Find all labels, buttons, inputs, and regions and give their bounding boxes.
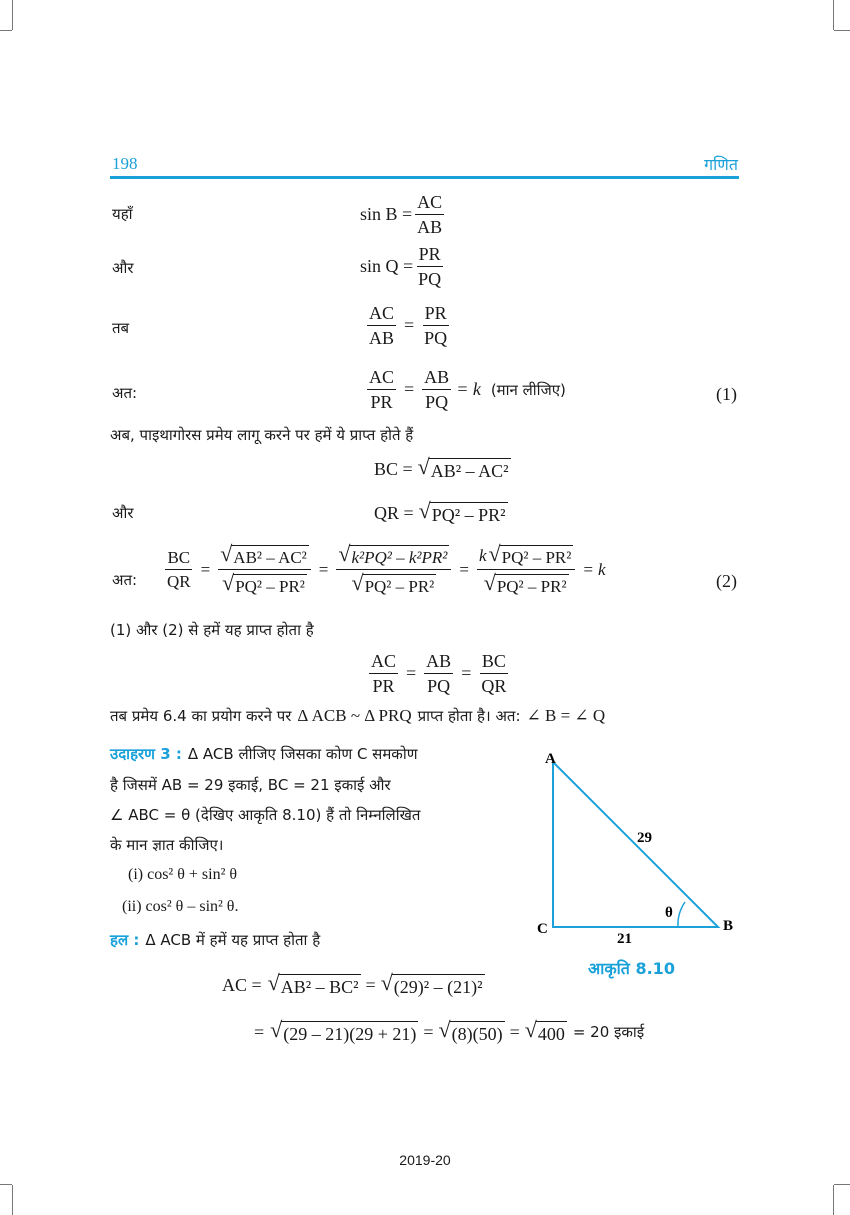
crop-mark: [0, 30, 12, 31]
frac: [218, 543, 311, 596]
radical: √: [488, 541, 501, 566]
num: [218, 543, 311, 570]
den: PQ: [425, 391, 449, 412]
sin-q: sin Q =: [360, 256, 414, 277]
base-label: 21: [617, 931, 632, 947]
num: BC: [480, 651, 508, 674]
solution-text: Δ ACB में हमें यह प्राप्त होता है: [145, 931, 321, 949]
sin-b: sin B =: [360, 204, 413, 225]
example-item-2: (ii) cos² θ – sin² θ.: [122, 898, 239, 915]
conclusion-c: प्राप्त होता है। अत:: [417, 707, 521, 725]
conclusion-a: तब प्रमेय 6.4 का प्रयोग करने पर: [110, 707, 292, 725]
frac: [479, 651, 508, 696]
k: k: [478, 545, 487, 565]
num: BC: [165, 548, 192, 570]
example-text-3: ∠ ABC = θ (देखिए आकृति 8.10) हैं तो निम्नलिखित: [110, 806, 421, 824]
crop-mark: [833, 1185, 834, 1215]
equals: =: [404, 379, 415, 400]
crop-mark: [833, 0, 834, 30]
radicand: AB² – AC²: [429, 458, 511, 482]
sqrt: [418, 456, 511, 482]
crop-mark: [12, 0, 13, 30]
example-text-2: है जिसमें AB = 29 इकाई, BC = 21 इकाई और: [110, 776, 391, 794]
den: [220, 570, 309, 597]
num: [477, 543, 575, 570]
hypotenuse-label: 29: [637, 830, 652, 846]
radicand: AB² – AC²: [231, 545, 309, 568]
radical: √: [483, 569, 496, 595]
radical: √: [220, 541, 233, 566]
page-number: 198: [112, 154, 138, 173]
eq-ratio-k: [364, 367, 566, 412]
radical: √: [524, 1017, 537, 1042]
sqrt: [419, 500, 508, 526]
radical: √: [417, 454, 430, 479]
conclusion-line: [110, 706, 605, 726]
vertex-b-label: B: [723, 918, 734, 934]
den: PR: [372, 675, 395, 696]
radicand: PQ² – PR²: [363, 574, 437, 597]
frac: [367, 303, 396, 348]
den: [349, 570, 438, 597]
crop-mark: [834, 30, 850, 31]
num: AC: [415, 192, 444, 215]
num: AC: [367, 367, 396, 390]
angle-theta-label: θ: [665, 905, 673, 921]
crop-mark: [0, 1184, 12, 1185]
figure-caption: आकृति 8.10: [588, 959, 675, 978]
equals-k: = k: [456, 379, 481, 400]
den: PQ: [427, 675, 451, 696]
num: PR: [423, 303, 449, 326]
solution-label: हल :: [110, 931, 140, 949]
vertex-c-label: C: [537, 921, 548, 937]
frac: [424, 651, 453, 696]
radical: √: [418, 498, 431, 523]
example-item-1: (i) cos² θ + sin² θ: [128, 866, 238, 883]
conclusion-b: Δ ACB ~ Δ PRQ: [297, 706, 412, 725]
radical: √: [351, 569, 364, 595]
footer-year: 2019-20: [399, 1152, 451, 1168]
frac: [369, 651, 398, 696]
sqrt: [439, 1019, 505, 1045]
radicand: 400: [536, 1021, 567, 1045]
eq-sin-b: [360, 192, 447, 237]
sqrt: [525, 1019, 567, 1045]
equals: =: [200, 559, 211, 579]
eq-ac-result: [254, 1019, 644, 1045]
equals: =: [423, 1021, 434, 1042]
sqrt: [489, 543, 574, 568]
equals: =: [365, 974, 376, 995]
equals: =: [459, 559, 469, 579]
frac: [422, 303, 449, 348]
solution-line: [110, 930, 320, 950]
from-1-2-text: (1) और (2) से हमें यह प्राप्त होता है: [110, 621, 314, 639]
radical: √: [338, 541, 351, 566]
pythagoras-text: अब, पाइथागोरस प्रमेय लागू करने पर हमें ये प्राप्त होते हैं: [110, 426, 414, 444]
num: AC: [367, 303, 396, 326]
figure-triangle: [525, 745, 755, 950]
subject-title: गणित: [704, 155, 738, 174]
eq-number-2: (2): [716, 571, 737, 591]
sqrt: [270, 1019, 418, 1045]
label-atah-2: अत:: [112, 571, 138, 589]
conclusion-d: ∠ B = ∠ Q: [526, 706, 606, 725]
frac: [336, 543, 451, 596]
example-title: उदाहरण 3 :: [110, 745, 182, 763]
example-text-4: के मान ज्ञात कीजिए।: [110, 836, 224, 854]
num: [336, 543, 451, 570]
radical: √: [267, 970, 280, 995]
den: [482, 570, 571, 597]
label-aur: और: [112, 259, 134, 277]
radicand: (8)(50): [450, 1021, 505, 1045]
example-text-1: Δ ACB लीजिए जिसका कोण C समकोण: [187, 745, 418, 763]
eq-bc-qr: [162, 543, 606, 596]
radicand: AB² – BC²: [279, 974, 361, 998]
frac-ac-ab: [415, 192, 444, 237]
crop-mark: [834, 1184, 850, 1185]
num: PR: [417, 244, 443, 267]
sqrt: [381, 972, 485, 998]
bc-equals: BC =: [374, 458, 413, 479]
sqrt: [268, 972, 361, 998]
radicand: PQ² – PR²: [500, 545, 574, 568]
radical: √: [270, 1017, 283, 1042]
example-line-1: [110, 744, 418, 764]
radicand: (29 – 21)(29 + 21): [281, 1021, 418, 1045]
equals-k: = k: [582, 559, 606, 579]
angle-arc: [678, 902, 685, 927]
equals: =: [406, 663, 417, 684]
den: QR: [167, 571, 191, 591]
radical: √: [380, 970, 393, 995]
den: AB: [369, 327, 395, 348]
frac-pr-pq: [416, 244, 443, 289]
eq-bc: [374, 456, 511, 482]
label-atah: अत:: [112, 384, 138, 402]
equals: =: [254, 1021, 265, 1042]
eq-qr: [374, 500, 508, 526]
equals: =: [461, 663, 472, 684]
radicand: PQ² – PR²: [233, 574, 307, 597]
equals: =: [509, 1021, 520, 1042]
radicand: k²PQ² – k²PR²: [349, 545, 449, 568]
den: QR: [481, 675, 507, 696]
num: AB: [422, 367, 451, 390]
radical: √: [438, 1017, 451, 1042]
frac: [367, 367, 396, 412]
vertex-a-label: A: [545, 751, 556, 767]
radicand: PQ² – PR²: [495, 574, 569, 597]
eq-number-1: (1): [716, 384, 737, 404]
den: PQ: [418, 268, 442, 289]
mana-lijie: (मान लीजिए): [490, 380, 566, 399]
crop-mark: [12, 1185, 13, 1215]
label-yahan: यहाँ: [112, 205, 133, 223]
num: AC: [369, 651, 398, 674]
den: AB: [417, 216, 443, 237]
qr-equals: QR =: [374, 502, 414, 523]
ac-equals: AC =: [222, 974, 262, 995]
triangle-acb: [553, 762, 718, 927]
equals: =: [404, 315, 415, 336]
radical: √: [222, 569, 235, 595]
den: PR: [370, 391, 393, 412]
num: AB: [424, 651, 453, 674]
label-tab: तब: [112, 319, 130, 337]
eq-ac: [222, 972, 485, 998]
frac: [477, 543, 575, 596]
header-rule: [110, 176, 739, 179]
frac: [422, 367, 451, 412]
frac: [165, 548, 193, 591]
eq-three-ratios: [366, 651, 511, 696]
den: PQ: [424, 327, 448, 348]
eq-ratio-1: [364, 303, 452, 348]
radicand: PQ² – PR²: [430, 502, 508, 526]
label-aur-2: और: [112, 504, 134, 522]
eq-sin-q: [360, 244, 446, 289]
equals: =: [318, 559, 329, 579]
result: = 20 इकाई: [572, 1023, 645, 1041]
radicand: (29)² – (21)²: [392, 974, 485, 998]
